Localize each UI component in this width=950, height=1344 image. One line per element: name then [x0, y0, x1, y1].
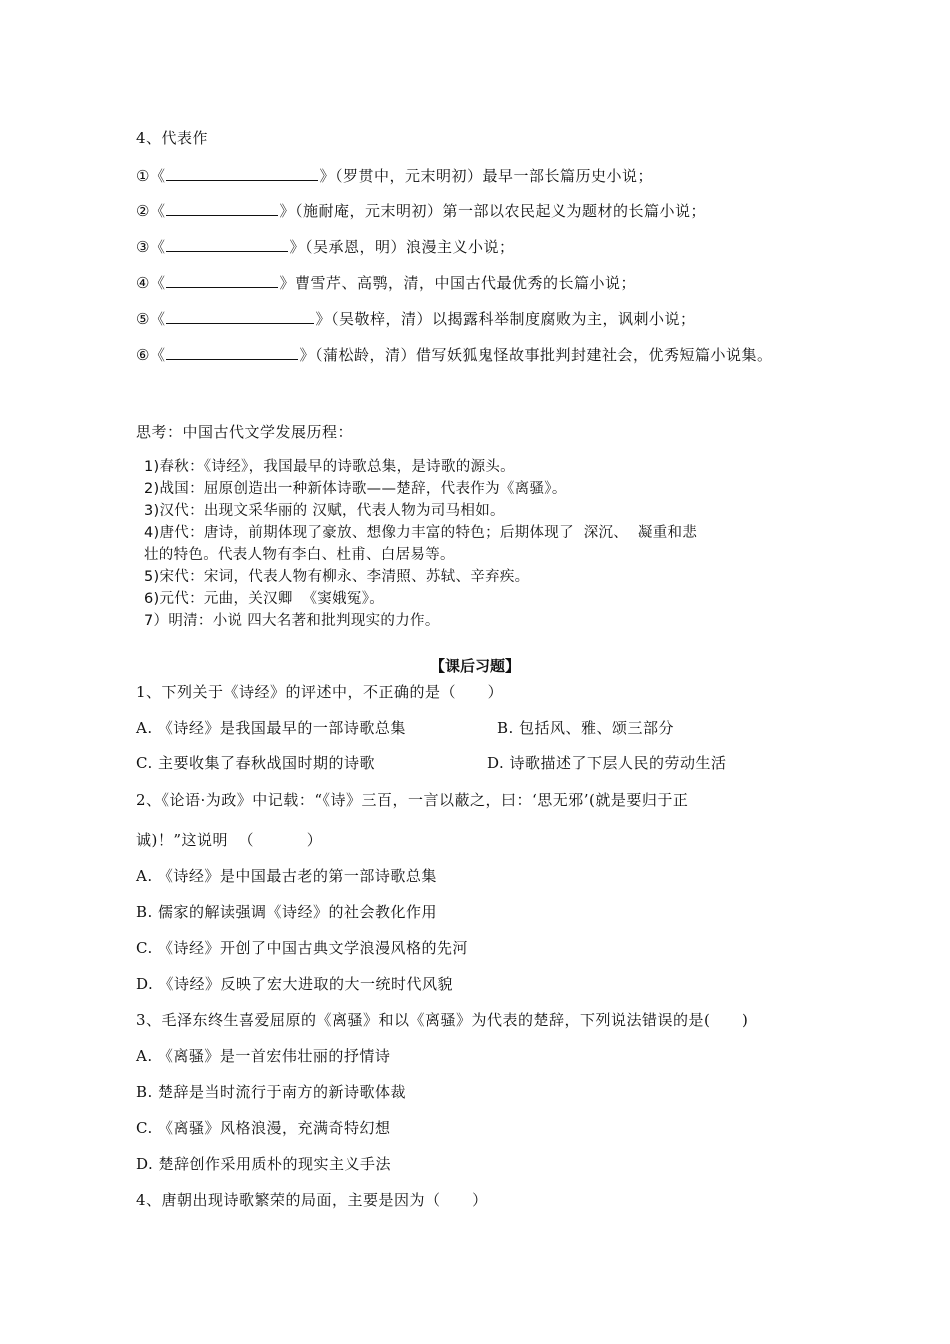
section4-title: 4、代表作 [136, 129, 209, 147]
masterpiece-item-3: ③《 》（吴承恩，明）浪漫主义小说； [136, 238, 515, 256]
masterpiece-item-6: ⑥《 》（蒲松龄，清）借写妖狐鬼怪故事批判封建社会，优秀短篇小说集。 [136, 346, 773, 364]
question-2-stem-line-1: 2、《论语·为政》中记载：“《诗》三百，一言以蔽之，曰：‘思无邪’(就是要归于正 [136, 791, 689, 809]
fill-blank[interactable] [166, 165, 318, 181]
question-1-option-d[interactable]: D. 诗歌描述了下层人民的劳动生活 [487, 754, 727, 772]
history-line-1: 1)春秋：《诗经》，我国最早的诗歌总集，是诗歌的源头。 [144, 459, 515, 475]
masterpiece-item-2: ②《 》（施耐庵，元末明初）第一部以农民起义为题材的长篇小说； [136, 202, 706, 220]
thinking-title: 思考：中国古代文学发展历程： [136, 423, 354, 441]
item-number: ⑥ [136, 346, 150, 364]
question-3-option-b[interactable]: B. 楚辞是当时流行于南方的新诗歌体裁 [136, 1083, 407, 1101]
item-number: ③ [136, 238, 150, 256]
fill-blank[interactable] [166, 236, 288, 252]
question-2-option-c[interactable]: C. 《诗经》开创了中国古典文学浪漫风格的先河 [136, 939, 468, 957]
question-1-option-b[interactable]: B. 包括风、雅、颂三部分 [497, 719, 675, 737]
item-number: ① [136, 167, 150, 185]
question-2-option-a[interactable]: A. 《诗经》是中国最古老的第一部诗歌总集 [136, 867, 437, 885]
history-line-7: 7）明清：小说 四大名著和批判现实的力作。 [144, 613, 440, 629]
item-number: ② [136, 202, 150, 220]
history-line-5: 5)宋代：宋词，代表人物有柳永、李清照、苏轼、辛弃疾。 [144, 569, 530, 585]
masterpiece-item-4: ④《 》曹雪芹、高鹗，清，中国古代最优秀的长篇小说； [136, 274, 636, 292]
history-line-3: 3)汉代：出现文采华丽的 汉赋，代表人物为司马相如。 [144, 503, 505, 519]
question-3-option-a[interactable]: A. 《离骚》是一首宏伟壮丽的抒情诗 [136, 1047, 391, 1065]
history-line-2: 2)战国：屈原创造出一种新体诗歌——楚辞，代表作为《离骚》。 [144, 481, 567, 497]
question-2-option-b[interactable]: B. 儒家的解读强调《诗经》的社会教化作用 [136, 903, 438, 921]
item-description: 曹雪芹、高鹗，清，中国古代最优秀的长篇小说； [294, 274, 636, 292]
item-number: ⑤ [136, 310, 150, 328]
question-1-option-a[interactable]: A. 《诗经》是我国最早的一部诗歌总集 [136, 719, 406, 737]
masterpiece-item-5: ⑤《 》（吴敬梓，清）以揭露科举制度腐败为主，讽刺小说； [136, 310, 696, 328]
question-2-stem-line-2: 诚)！”这说明 （ ） [136, 831, 323, 849]
masterpiece-item-1: ①《 》（罗贯中，元末明初）最早一部长篇历史小说； [136, 167, 653, 185]
item-description: （吴敬梓，清）以揭露科举制度腐败为主，讽刺小说； [330, 310, 696, 328]
history-line-4: 4)唐代：唐诗，前期体现了豪放、想像力丰富的特色；后期体现了 深沉、 凝重和悲 [144, 525, 698, 541]
item-number: ④ [136, 274, 150, 292]
fill-blank[interactable] [166, 344, 298, 360]
question-3-option-c[interactable]: C. 《离骚》风格浪漫，充满奇特幻想 [136, 1119, 391, 1137]
fill-blank[interactable] [166, 308, 314, 324]
question-2-option-d[interactable]: D. 《诗经》反映了宏大进取的大一统时代风貌 [136, 975, 454, 993]
question-1-option-c[interactable]: C. 主要收集了春秋战国时期的诗歌 [136, 754, 375, 772]
history-line-6: 6)元代：元曲，关汉卿 《窦娥冤》。 [144, 591, 385, 607]
question-3-stem: 3、毛泽东终生喜爱屈原的《离骚》和以《离骚》为代表的楚辞，下列说法错误的是( ) [136, 1011, 749, 1029]
item-description: （施耐庵，元末明初）第一部以农民起义为题材的长篇小说； [294, 202, 706, 220]
question-1-stem: 1、下列关于《诗经》的评述中，不正确的是（ ） [136, 683, 504, 701]
item-description: （蒲松龄，清）借写妖狐鬼怪故事批判封建社会，优秀短篇小说集。 [314, 346, 773, 364]
fill-blank[interactable] [166, 272, 278, 288]
item-description: （吴承恩，明）浪漫主义小说； [304, 238, 515, 256]
question-4-stem: 4、唐朝出现诗歌繁荣的局面，主要是因为（ ） [136, 1191, 488, 1209]
history-line-4-cont: 壮的特色。代表人物有李白、杜甫、白居易等。 [144, 547, 455, 563]
question-3-option-d[interactable]: D. 楚辞创作采用质朴的现实主义手法 [136, 1155, 392, 1173]
exercises-heading: 【课后习题】 [429, 657, 520, 675]
fill-blank[interactable] [166, 200, 278, 216]
item-description: （罗贯中，元末明初）最早一部长篇历史小说； [334, 167, 653, 185]
